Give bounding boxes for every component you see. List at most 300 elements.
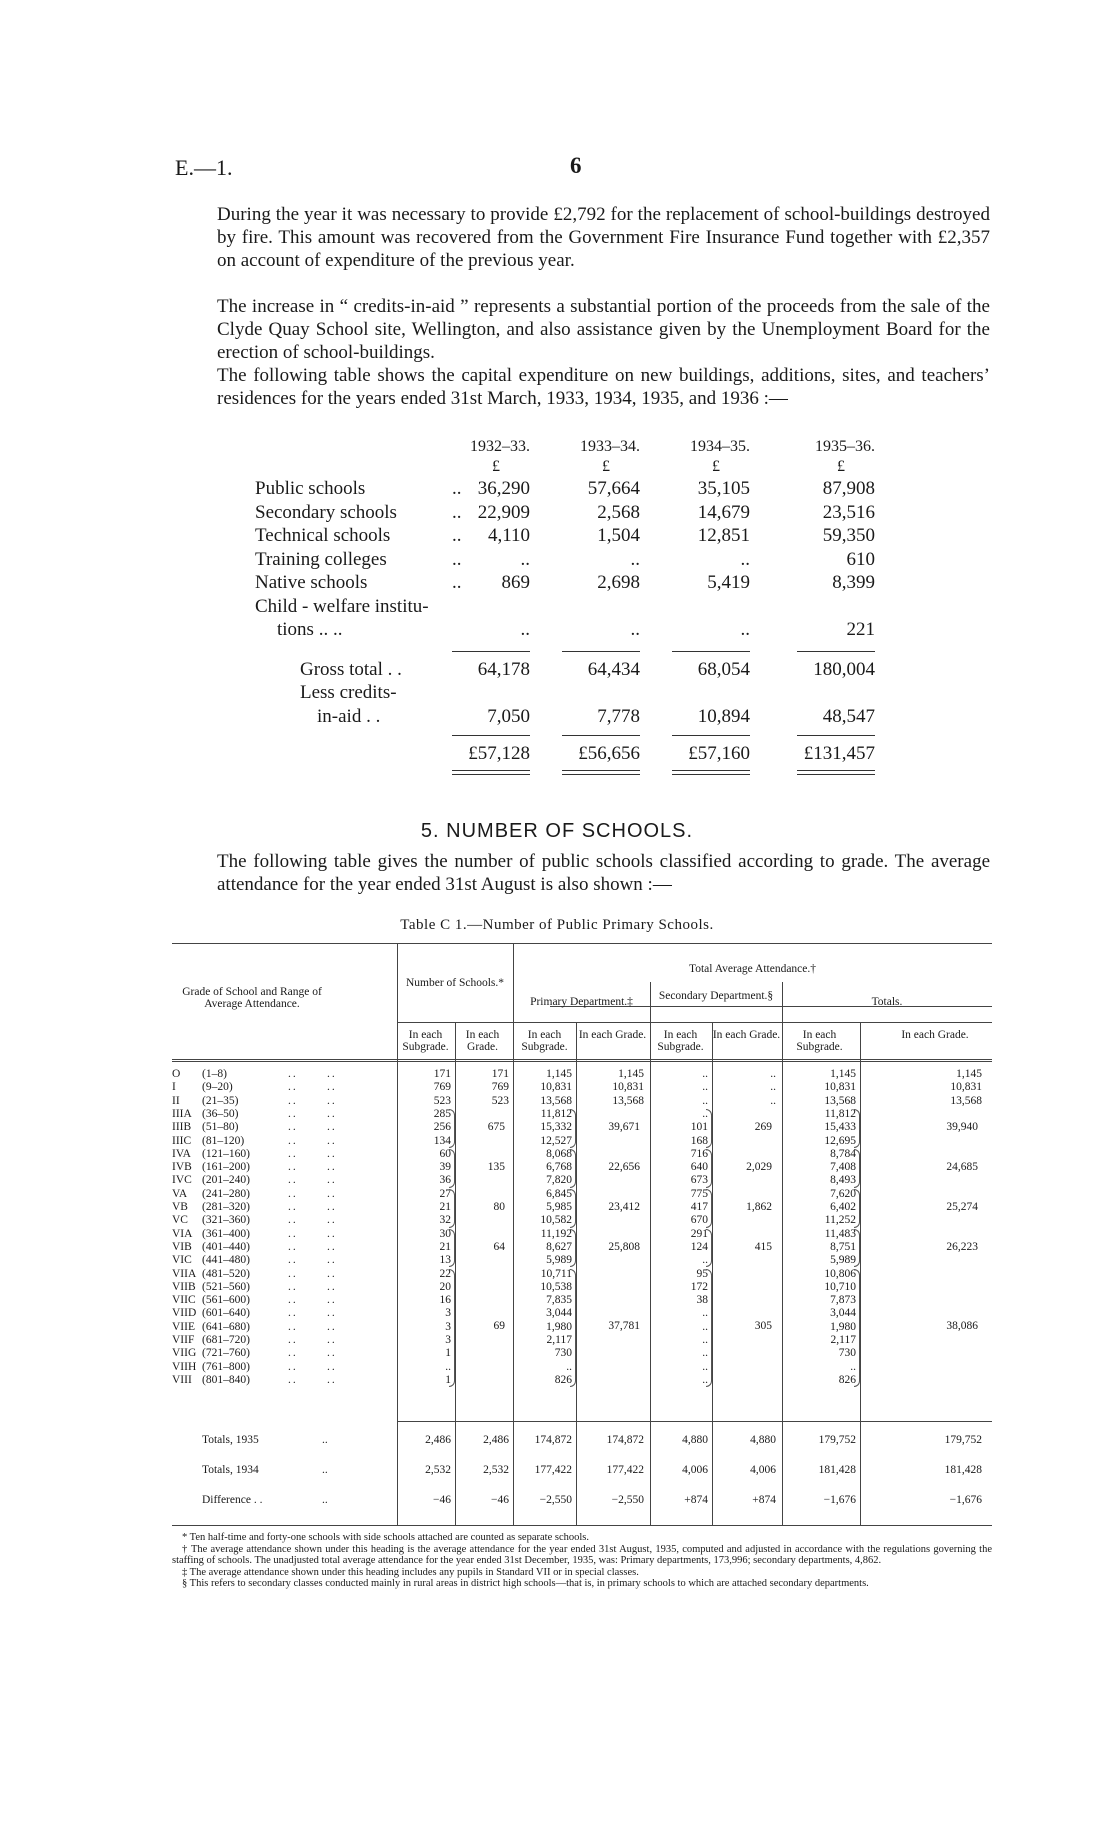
- capital-row: [255, 596, 915, 620]
- table-cell: 417: [690, 1201, 708, 1213]
- table-cell: 7,620: [830, 1187, 856, 1200]
- table-cell: 12,527: [540, 1134, 572, 1147]
- grade-range: (641–680): [202, 1320, 250, 1333]
- brace: [854, 1189, 860, 1228]
- summary-cell: 179,752: [944, 1434, 982, 1446]
- rule: [712, 1022, 713, 1525]
- in-aid-row: [255, 706, 915, 730]
- leader-dots: .. ..: [288, 1147, 337, 1160]
- grade-range: (361–400): [202, 1227, 250, 1240]
- summary-cell: +874: [684, 1494, 708, 1506]
- rule: [797, 735, 875, 736]
- grade-code: O: [172, 1068, 181, 1080]
- capital-value: 14,679: [697, 501, 750, 523]
- table-cell: 21: [439, 1240, 451, 1253]
- table-cell: 1: [445, 1347, 451, 1360]
- brace: [570, 1109, 576, 1148]
- rule: [782, 982, 783, 1525]
- table-cell: 10,806: [824, 1267, 856, 1280]
- section-title: 5. NUMBER OF SCHOOLS.: [420, 820, 694, 842]
- capital-row: [255, 549, 915, 573]
- summary-cell: 2,486: [425, 1434, 451, 1446]
- grade-label: [172, 1121, 337, 1134]
- grade-range: (721–760): [202, 1347, 250, 1360]
- capital-body: [255, 478, 915, 643]
- summary-cell: 2,532: [425, 1464, 451, 1476]
- table-cell: ..: [566, 1360, 572, 1373]
- leader-dots: .. ..: [288, 1294, 337, 1307]
- grade-range: (521–560): [202, 1280, 250, 1293]
- leader-dots: .. ..: [288, 1240, 337, 1253]
- double-rule: [797, 770, 875, 775]
- table-cell: 13: [439, 1254, 451, 1267]
- gross-total-row: [255, 659, 915, 683]
- attendance-header: Total Average Attendance.†: [688, 963, 817, 975]
- table-cell: 11,252: [824, 1214, 856, 1227]
- leader-dots: .. ..: [288, 1267, 337, 1280]
- grade-group-value: 39,671: [608, 1120, 640, 1133]
- table-cell: ..: [702, 1320, 708, 1333]
- grade-range: (761–800): [202, 1360, 250, 1373]
- table-cell: ..: [702, 1094, 708, 1107]
- capital-row-label: Native schools: [255, 572, 368, 593]
- grade-label: [172, 1321, 337, 1334]
- grade-code: VIIA: [172, 1267, 197, 1280]
- capital-row-label: Child - welfare institu-: [255, 595, 429, 617]
- grade-group-value: 25,808: [608, 1240, 640, 1253]
- grade-code: VB: [172, 1201, 188, 1213]
- grade-label: [172, 1334, 337, 1347]
- capital-value: 2,568: [597, 501, 640, 523]
- leader-dots: .. ..: [288, 1334, 337, 1346]
- grade-range: (9–20): [202, 1081, 233, 1094]
- capital-row-label: Training colleges: [255, 548, 387, 570]
- leader-dots: ..: [322, 1494, 328, 1506]
- subgrade-subheader: In each Subgrade.: [657, 1029, 704, 1053]
- summary-label: [202, 1434, 328, 1447]
- unit-header: £: [602, 458, 610, 475]
- capital-value: 23,516: [822, 501, 875, 523]
- secondary-header: Secondary Department.§: [658, 990, 774, 1002]
- table-cell: ..: [702, 1334, 708, 1346]
- summary-cell: 181,428: [944, 1464, 982, 1476]
- table-cell: 10,711: [540, 1267, 572, 1280]
- table-cell: 8,068: [546, 1147, 572, 1160]
- rule: [562, 735, 640, 736]
- table-cell: 730: [838, 1347, 856, 1360]
- leader-dots: .. ..: [288, 1360, 337, 1373]
- subgrade-subheader: In each Subgrade.: [521, 1029, 568, 1053]
- table-cell: 12,695: [824, 1134, 856, 1147]
- grade-group-value: 135: [487, 1160, 505, 1173]
- grade-label: [172, 1228, 337, 1241]
- footnotes: [172, 1532, 992, 1590]
- table-cell: ..: [702, 1347, 708, 1360]
- table-cell: 3,044: [546, 1307, 572, 1320]
- leader-dots: .. ..: [288, 1307, 337, 1320]
- grade-label: [172, 1241, 337, 1254]
- summary-label: [202, 1464, 328, 1477]
- leader-dots: ..: [322, 1464, 328, 1476]
- grade-range: (21–35): [202, 1094, 239, 1107]
- table-cell: 30: [439, 1227, 451, 1240]
- table-cell: ..: [445, 1360, 451, 1373]
- brace: [570, 1229, 576, 1268]
- summary-cell: 181,428: [818, 1464, 856, 1476]
- grade-code: IVA: [172, 1147, 191, 1160]
- table-cell: 10,582: [540, 1214, 572, 1227]
- capital-row-label: tions .. ..: [277, 619, 343, 640]
- table-cell: 1,980: [830, 1320, 856, 1333]
- grade-label: [172, 1081, 337, 1094]
- grade-code: VIIH: [172, 1360, 197, 1373]
- capital-row-label: Public schools: [255, 478, 366, 499]
- page-number: 6: [570, 153, 582, 178]
- grade-label: [172, 1174, 337, 1187]
- grade-range: (481–520): [202, 1267, 250, 1280]
- brace: [706, 1189, 712, 1228]
- capital-value: ..: [630, 619, 640, 640]
- leader-dots: .. ..: [288, 1214, 337, 1227]
- summary-cell: −46: [491, 1494, 509, 1506]
- grade-code: VIIF: [172, 1334, 195, 1346]
- summary-cell: 2,532: [483, 1464, 509, 1476]
- table-cell: 13,568: [612, 1094, 644, 1107]
- brace: [706, 1229, 712, 1268]
- table-cell: 39: [439, 1161, 451, 1174]
- leader-dots: .. ..: [288, 1068, 337, 1080]
- summary-label: [202, 1494, 328, 1507]
- year-header: 1934–35.: [690, 438, 750, 455]
- table-cell: 523: [433, 1094, 451, 1107]
- capital-value: 87,908: [822, 478, 875, 499]
- grade-group-value: 2,029: [746, 1160, 772, 1173]
- year-header: 1932–33.: [470, 438, 530, 455]
- table-cell: 291: [690, 1227, 708, 1240]
- grade-code: VIIG: [172, 1347, 197, 1360]
- grade-code: IVC: [172, 1174, 192, 1187]
- footnote: § This refers to secondary classes conducted mainly in rural areas in district high schools—that is, in primary schools to which are attached secondary departments.: [182, 1578, 869, 1589]
- brace: [854, 1109, 860, 1148]
- grade-code: VIC: [172, 1254, 192, 1267]
- grade-label: [172, 1188, 337, 1201]
- grade-label: [172, 1281, 337, 1294]
- table-cell: 775: [690, 1187, 708, 1200]
- table-cell: 10,538: [540, 1280, 572, 1293]
- table-cell: 670: [690, 1214, 708, 1227]
- table-cell: 1,145: [618, 1068, 644, 1080]
- table-cell: ..: [702, 1068, 708, 1080]
- subgrade-subheader: In each Subgrade.: [402, 1029, 449, 1053]
- table-cell: 10,831: [540, 1081, 572, 1094]
- rule: [397, 1022, 992, 1023]
- grade-range: (36–50): [202, 1107, 239, 1120]
- net-row: [255, 743, 915, 767]
- capital-value: 8,399: [832, 572, 875, 593]
- paragraph-fire-insurance: During the year it was necessary to provide £2,792 for the replacement of school-buildings destroyed by fire. This amount was recovered from the Government Fire Insurance Fund together with £2,357 on account of expenditure of the previous year.: [217, 204, 990, 271]
- capital-row-label: Secondary schools: [255, 501, 397, 523]
- table-cell: 285: [433, 1107, 451, 1120]
- table-cell: 13,568: [824, 1094, 856, 1107]
- grade-label: [172, 1068, 337, 1081]
- table-cell: 36: [439, 1174, 451, 1187]
- net-value: £57,160: [688, 743, 750, 764]
- grade-group-value: 415: [754, 1240, 772, 1253]
- table-cell: 10,831: [612, 1081, 644, 1094]
- grade-range: (681–720): [202, 1334, 250, 1346]
- table-cell: ..: [702, 1254, 708, 1267]
- capital-expenditure-table: [255, 438, 915, 777]
- table-cell: 2,117: [830, 1334, 856, 1346]
- table-cell: 7,835: [546, 1294, 572, 1307]
- rule: [452, 651, 530, 652]
- grade-code: VC: [172, 1214, 188, 1227]
- table-cell: 8,784: [830, 1147, 856, 1160]
- double-rule: [672, 770, 750, 775]
- summary-cell: 174,872: [606, 1434, 644, 1446]
- capital-row: [255, 502, 915, 526]
- table-cell: 11,192: [540, 1227, 572, 1240]
- table-cell: 172: [690, 1280, 708, 1293]
- grade-group-value: 69: [493, 1320, 505, 1333]
- table-cell: 730: [554, 1347, 572, 1360]
- grade-group-value: 269: [754, 1120, 772, 1133]
- summary-cell: −2,550: [539, 1494, 572, 1506]
- summary-cell: 4,006: [750, 1464, 776, 1476]
- rule: [672, 651, 750, 652]
- rule: [172, 1059, 992, 1060]
- brace: [706, 1109, 712, 1148]
- table-cell: 716: [690, 1147, 708, 1160]
- capital-value: 12,851: [697, 525, 750, 546]
- leader-dots: ..: [452, 501, 462, 523]
- table-cell: 134: [433, 1134, 451, 1147]
- summary-cell: 177,422: [534, 1464, 572, 1476]
- table-cell: 11,812: [824, 1107, 856, 1120]
- capital-value: 36,290: [477, 478, 530, 499]
- table-cell: 3: [445, 1307, 451, 1320]
- rule: [397, 1421, 992, 1422]
- grade-range: (601–640): [202, 1307, 250, 1320]
- leader-dots: .. ..: [288, 1094, 337, 1107]
- table-cell: 1: [445, 1373, 451, 1386]
- leader-dots: ..: [452, 548, 462, 570]
- leader-dots: .. ..: [288, 1187, 337, 1200]
- leader-dots: .. ..: [288, 1134, 337, 1147]
- grade-label: [172, 1095, 337, 1108]
- in-aid-label: in-aid . .: [317, 705, 381, 727]
- unit-header: £: [492, 458, 500, 475]
- grade-code: VIB: [172, 1240, 192, 1253]
- table-cell: 11,483: [824, 1227, 856, 1240]
- less-credits-row: [255, 682, 915, 706]
- footnote: ‡ The average attendance shown under this heading includes any pupils in Standard VII or in special classes.: [182, 1566, 639, 1578]
- table-cell: 8,493: [830, 1174, 856, 1187]
- year-header: 1935–36.: [815, 438, 875, 455]
- table-cell: 22: [439, 1267, 451, 1280]
- grade-code: II: [172, 1094, 180, 1107]
- grade-range: (401–440): [202, 1240, 250, 1253]
- grade-range: (441–480): [202, 1254, 250, 1267]
- table-cell: 10,831: [950, 1081, 982, 1094]
- grade-range: (561–600): [202, 1294, 250, 1307]
- grade-label: [172, 1148, 337, 1161]
- table-cell: 3: [445, 1334, 451, 1346]
- table-cell: 523: [491, 1094, 509, 1107]
- brace: [706, 1149, 712, 1188]
- brace: [854, 1269, 860, 1388]
- capital-value: 22,909: [477, 501, 530, 523]
- grade-subheader: In each Grade.: [465, 1029, 500, 1053]
- summary-label-text: Difference . .: [202, 1494, 263, 1506]
- table-cell: 124: [690, 1240, 708, 1253]
- rule: [797, 651, 875, 652]
- footnote: * Ten half-time and forty-one schools with side schools attached are counted as separate schools.: [182, 1532, 589, 1543]
- table-cell: 7,408: [830, 1161, 856, 1174]
- leader-dots: ..: [452, 478, 462, 499]
- brace: [854, 1149, 860, 1188]
- leader-dots: .. ..: [288, 1174, 337, 1187]
- grade-group-value: 80: [493, 1200, 505, 1213]
- leader-dots: ..: [452, 525, 462, 546]
- rule: [172, 943, 992, 944]
- capital-value: ..: [520, 548, 530, 570]
- rule: [672, 735, 750, 736]
- table-cell: 15,332: [540, 1121, 572, 1134]
- unit-header: £: [837, 458, 845, 475]
- less-value: 7,778: [597, 705, 640, 727]
- grade-code: I: [172, 1081, 176, 1094]
- table-cell: 7,820: [546, 1174, 572, 1187]
- table-cell: 16: [439, 1294, 451, 1307]
- table-cell: 21: [439, 1201, 451, 1213]
- rule: [172, 1525, 992, 1526]
- leader-dots: .. ..: [288, 1161, 337, 1174]
- table-cell: 95: [696, 1267, 708, 1280]
- table-cell: 6,402: [830, 1201, 856, 1213]
- grade-range: (201–240): [202, 1174, 250, 1187]
- table-cell: 769: [433, 1081, 451, 1094]
- leader-dots: .. ..: [288, 1107, 337, 1120]
- table-cell: 5,989: [830, 1254, 856, 1267]
- section-intro: The following table gives the number of public schools classified according to grade. The average attendance for the year ended 31st August is also shown :—: [217, 851, 990, 895]
- table-cell: ..: [702, 1307, 708, 1320]
- summary-cell: −46: [433, 1494, 451, 1506]
- leader-dots: .. ..: [288, 1227, 337, 1240]
- table-cell: 10,831: [824, 1081, 856, 1094]
- capital-value: 57,664: [587, 478, 640, 499]
- rule: [452, 735, 530, 736]
- summary-cell: 177,422: [606, 1464, 644, 1476]
- schools-table: [172, 943, 992, 1525]
- table-cell: 38: [696, 1294, 708, 1307]
- brace: [706, 1269, 712, 1388]
- table-cell: 3,044: [830, 1307, 856, 1320]
- footnote: † The average attendance shown under this heading is the average attendance for the year ended 31st August, 1935, computed and adjusted in accordance with the regulations governing the staffing of schools. The unadjusted total average attendance for the year ended 31st December, 1935, was: Primary departments, 173,996; secondary departments, 4,862.: [172, 1543, 992, 1566]
- grade-code: VA: [172, 1187, 188, 1200]
- capital-row-label: Technical schools: [255, 525, 391, 546]
- capital-value: 5,419: [707, 572, 750, 593]
- table-cell: 8,627: [546, 1240, 572, 1253]
- grade-code: VIII: [172, 1373, 192, 1386]
- less-credits-label: Less credits-: [300, 682, 397, 703]
- summary-cell: 2,486: [483, 1434, 509, 1446]
- grade-group-value: 64: [493, 1240, 505, 1253]
- summary-label-text: Totals, 1934: [202, 1464, 259, 1476]
- table-cell: 20: [439, 1280, 451, 1293]
- grade-label: [172, 1214, 337, 1227]
- rule: [860, 1022, 861, 1525]
- table-cell: 673: [690, 1174, 708, 1187]
- capital-value: 221: [846, 619, 875, 640]
- table-cell: ..: [702, 1107, 708, 1120]
- table-cell: ..: [702, 1081, 708, 1094]
- table-cell: 6,768: [546, 1161, 572, 1174]
- table-caption: Table C 1.—Number of Public Primary Schools.: [400, 917, 714, 933]
- grade-group-value: 1,862: [746, 1200, 772, 1213]
- summary-cell: 4,880: [682, 1434, 708, 1446]
- brace: [570, 1269, 576, 1388]
- summary-cell: −1,676: [949, 1494, 982, 1506]
- table-cell: 171: [433, 1068, 451, 1080]
- rule: [576, 1022, 577, 1525]
- unit-header: £: [712, 458, 720, 475]
- table-cell: 11,812: [540, 1107, 572, 1120]
- less-value: 7,050: [487, 705, 530, 727]
- table-cell: 1,145: [830, 1068, 856, 1080]
- grade-label: [172, 1268, 337, 1281]
- grade-label: [172, 1294, 337, 1307]
- grade-subheader: In each Grade.: [901, 1029, 969, 1041]
- grade-code: VIIE: [172, 1320, 195, 1333]
- table-cell: 171: [491, 1068, 509, 1080]
- grade-group-value: 38,086: [946, 1320, 978, 1333]
- table-cell: 1,145: [546, 1068, 572, 1080]
- leader-dots: .. ..: [288, 1347, 337, 1360]
- table-cell: 1,980: [546, 1320, 572, 1333]
- grade-range: (51–80): [202, 1121, 239, 1134]
- brace: [854, 1229, 860, 1268]
- grade-group-value: 39,940: [946, 1120, 978, 1133]
- paragraph-table-intro: The following table shows the capital expenditure on new buildings, additions, sites, and teachers’ residences for the years ended 31st March, 1933, 1934, 1935, and 1936 :—: [217, 365, 990, 409]
- table-cell: ..: [770, 1081, 776, 1094]
- grade-label: [172, 1201, 337, 1214]
- grade-group-value: 305: [754, 1320, 772, 1333]
- capital-value: 1,504: [597, 525, 640, 546]
- table-cell: 13,568: [540, 1094, 572, 1107]
- less-value: 10,894: [697, 705, 750, 727]
- grade-group-value: 26,223: [946, 1240, 978, 1253]
- gross-total-label: Gross total . .: [300, 658, 402, 680]
- table-cell: 32: [439, 1214, 451, 1227]
- grade-code: VIIC: [172, 1294, 196, 1307]
- capital-years-row: [255, 438, 915, 458]
- grade-range: (241–280): [202, 1187, 250, 1200]
- table-cell: 15,433: [824, 1121, 856, 1134]
- gross-value: 180,004: [813, 658, 875, 680]
- capital-row: [255, 619, 915, 643]
- grade-code: IIIA: [172, 1107, 192, 1120]
- summary-cell: +874: [752, 1494, 776, 1506]
- table-cell: 101: [690, 1121, 708, 1134]
- net-value: £57,128: [468, 743, 530, 764]
- grade-group-value: 675: [487, 1120, 505, 1133]
- leader-dots: ..: [322, 1434, 328, 1446]
- table-cell: ..: [702, 1373, 708, 1386]
- table-cell: 3: [445, 1320, 451, 1333]
- grade-group-value: 23,412: [608, 1200, 640, 1213]
- summary-cell: 4,006: [682, 1464, 708, 1476]
